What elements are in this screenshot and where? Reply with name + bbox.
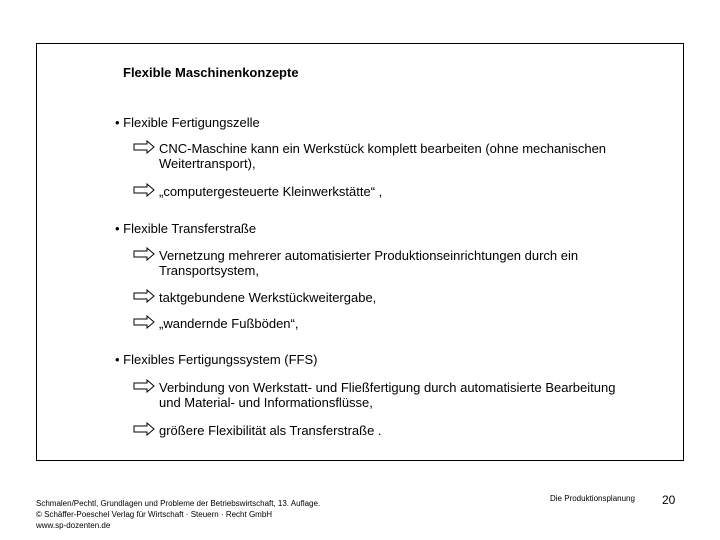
sub-item: [133, 141, 633, 171]
sub-item-text: „computergesteuerte Kleinwerkstätte“ ,: [159, 184, 383, 199]
sub-item: [133, 423, 633, 438]
slide-title: Flexible Maschinenkonzepte: [123, 65, 299, 80]
chapter-label: Die Produktionsplanung: [550, 494, 635, 503]
section-bullet-flexible-transferstrasse: • Flexible Transferstraße: [115, 221, 257, 236]
footer-citation: [36, 498, 320, 531]
arrow-right-icon: [133, 289, 155, 303]
arrow-right-icon: [133, 183, 155, 197]
sub-item: [133, 290, 633, 305]
arrow-right-icon: [133, 422, 155, 436]
arrow-right-icon: [133, 315, 155, 329]
page-number: 20: [662, 493, 676, 507]
sub-item-text: CNC-Maschine kann ein Werkstück komplett bearbeiten (ohne mechanischen Weitertransport),: [159, 141, 607, 171]
section-bullet-flexible-fertigungszelle: • Flexible Fertigungszelle: [115, 115, 260, 130]
citation-line: Schmalen/Pechtl, Grundlagen und Probleme der Betriebswirtschaft, 13. Auflage.: [36, 499, 321, 508]
section-bullet-flexibles-fertigungssystem: • Flexibles Fertigungssystem (FFS): [115, 352, 318, 367]
sub-item-text: taktgebundene Werkstückweitergabe,: [159, 290, 377, 305]
sub-item: [133, 248, 633, 278]
sub-item-text: größere Flexibilität als Transferstraße .: [159, 423, 382, 438]
sub-item: [133, 316, 633, 331]
sub-item-text: Vernetzung mehrerer automatisierter Produktionseinrichtungen durch ein Transportsystem,: [159, 248, 579, 278]
website-link[interactable]: www.sp-dozenten.de: [36, 521, 111, 530]
sub-item-text: „wandernde Fußböden“,: [159, 316, 299, 331]
sub-item: [133, 380, 633, 410]
arrow-right-icon: [133, 140, 155, 154]
copyright-line: © Schäffer-Poeschel Verlag für Wirtschaft · Steuern · Recht GmbH: [36, 510, 273, 519]
sub-item: [133, 184, 633, 199]
arrow-right-icon: [133, 379, 155, 393]
arrow-right-icon: [133, 247, 155, 261]
sub-item-text: Verbindung von Werkstatt- und Fließfertigung durch automatisierte Bearbeitung und Material- und Informationsflüsse,: [159, 380, 616, 410]
